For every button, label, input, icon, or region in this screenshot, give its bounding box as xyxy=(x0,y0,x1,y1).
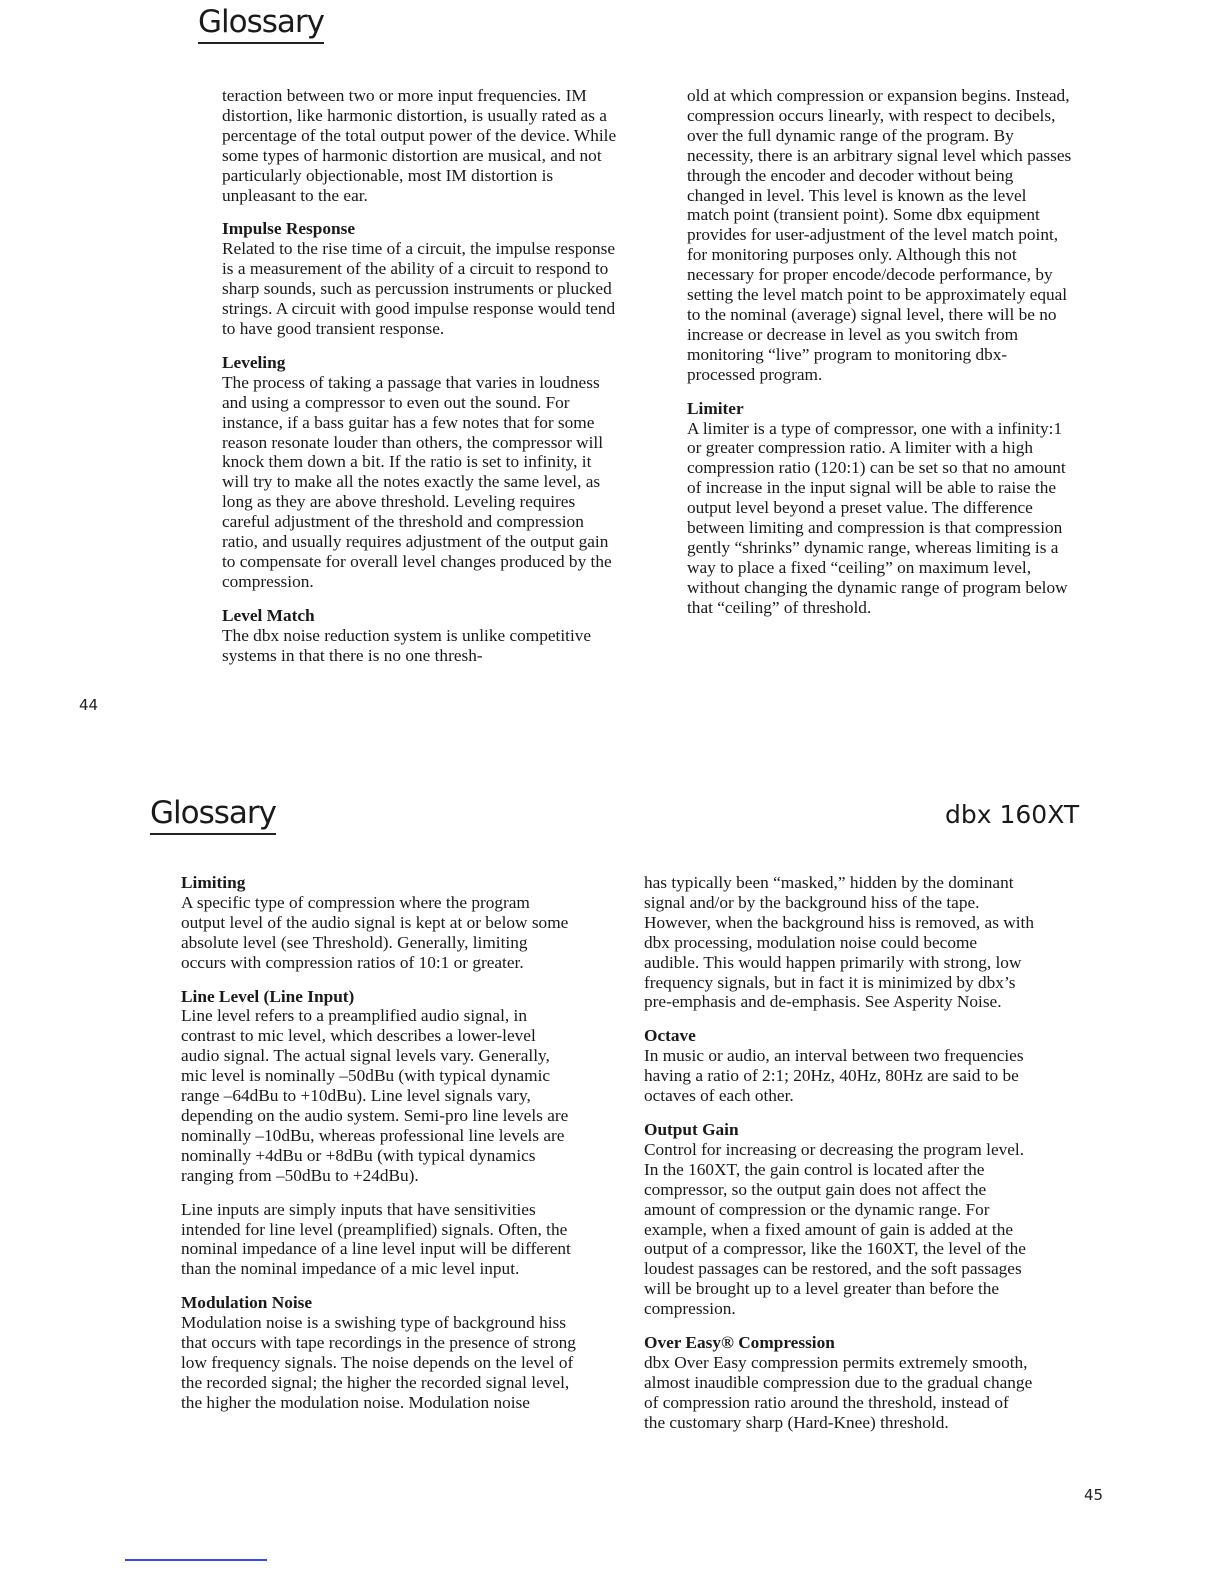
entry-definition: In music or audio, an interval between two frequencies having a ratio of 2:1; 20Hz, 40Hz, 80Hz are said to be octaves of each other. xyxy=(644,1046,1024,1106)
continued-paragraph: old at which compression or expansion begins. Instead, compression occurs linearly, with respect to decibels, over the full dynamic range of the program. By necessity, there is an arbitrary signal level which passes through the encoder and decoder without being changed in level. This level is known as the level match point (transient point). Some dbx equipment provides for user-adjustment of the level match point, for monitoring purposes only. Although this not necessary for proper encode/decode performance, by setting the level match point to be approximately equal to the nominal (average) signal level, there will be no increase or decrease in level as you switch from monitoring “live” program to monitoring dbx-processed program. xyxy=(687,86,1072,384)
entry-term: Impulse Response xyxy=(222,219,355,239)
entry-definition: The dbx noise reduction system is unlike competitive systems in that there is no one thresh- xyxy=(222,625,592,665)
page-44-right-column xyxy=(687,86,1072,632)
glossary-entry xyxy=(222,353,617,592)
page-number-44: 44 xyxy=(79,696,99,714)
entry-term: Limiting xyxy=(181,873,246,892)
glossary-entry xyxy=(222,606,617,666)
entry-definition: Control for increasing or decreasing the program level. In the 160XT, the gain control is located after the compressor, so the output gain does not affect the amount of compression or the dynamic range. For example, when a fixed amount of gain is added at the output of a compressor, like the 160XT, the level of the loudest passages can be restored, and the soft passages will be brought up to a level greater than before the compression. xyxy=(644,1139,1026,1319)
glossary-entry xyxy=(644,1333,1034,1433)
entry-definition: A specific type of compression where the program output level of the audio signal is kept at or below some absolute level (see Threshold). Generally, limiting occurs with compression ratios of 10:1 or greater. xyxy=(181,892,569,972)
entry-definition: Line level refers to a preamplified audio signal, in contrast to mic level, which describes a lower-level audio signal. The actual signal levels vary. Generally, mic level is nominally –50dBu (with typical dynamic range –64dBu to +10dBu). Line level signals vary, depending on the audio system. Semi-pro line levels are nominally –10dBu, whereas professional line levels are nominally +4dBu or +8dBu (with typical dynamics ranging from –50dBu to +24dBu). xyxy=(181,1006,569,1185)
entry-term: Modulation Noise xyxy=(181,1293,313,1313)
entry-term: Leveling xyxy=(222,352,286,372)
entry-term: Over Easy® Compression xyxy=(644,1333,835,1353)
glossary-entry xyxy=(181,873,576,973)
entry-definition: The process of taking a passage that varies in loudness and using a compressor to even out the sound. For instance, if a bass guitar has a few notes that for some reason resonate louder than others, the compressor will knock them down a bit. If the ratio is set to infinity, it will try to make all the notes exactly the same level, as long as they are above threshold. Leveling requires careful adjustment of the threshold and compression ratio, and usually requires adjustment of the output gain to compensate for overall level changes produced by the compression. xyxy=(222,372,612,591)
page-45-left-column xyxy=(181,873,576,1427)
entry-definition: dbx Over Easy compression permits extremely smooth, almost inaudible compression due to the gradual change of compression ratio around the threshold, instead of the customary sharp (Hard-Knee) threshold. xyxy=(644,1352,1033,1432)
page-44-left-column xyxy=(222,86,617,679)
glossary-entry xyxy=(687,399,1072,618)
model-name: dbx 160XT xyxy=(945,800,1080,829)
entry-term: Output Gain xyxy=(644,1119,739,1139)
glossary-entry xyxy=(181,987,576,1186)
entry-definition: Related to the rise time of a circuit, the impulse response is a measurement of the ability of a circuit to respond to sharp sounds, such as percussion instruments or plucked strings. A circuit with good impulse response would tend to have good transient response. xyxy=(222,239,616,338)
page-44-heading: Glossary xyxy=(198,4,324,44)
entry-term: Limiter xyxy=(687,398,744,418)
glossary-entry xyxy=(644,1120,1034,1319)
continued-paragraph: has typically been “masked,” hidden by the dominant signal and/or by the background hiss of the tape. However, when the background hiss is removed, as with dbx processing, modulation noise could become audible. This would happen primarily with strong, low frequency signals, but in fact it is minimized by dbx’s pre-emphasis and de-emphasis. See Asperity Noise. xyxy=(644,873,1034,1012)
footer-rule xyxy=(125,1559,267,1561)
page-45-heading: Glossary xyxy=(150,795,276,835)
page-45-right-column xyxy=(644,873,1034,1447)
glossary-entry xyxy=(181,1293,576,1412)
entry-definition: A limiter is a type of compressor, one with a infinity:1 or greater compression ratio. A limiter with a high compression ratio (120:1) can be set so that no amount of increase in the input signal will be able to raise the output level beyond a preset value. The difference between limiting and compression is that compression gently “shrinks” dynamic range, whereas limiting is a way to place a fixed “ceiling” on maximum level, without changing the dynamic range of program below that “ceiling” of threshold. xyxy=(687,418,1068,617)
entry-term: Level Match xyxy=(222,605,315,625)
glossary-entry xyxy=(222,219,617,338)
entry-continued-paragraph: Line inputs are simply inputs that have sensitivities intended for line level (preamplified) signals. Often, the nominal impedance of a line level input will be different than the nominal impedance of a mic level input. xyxy=(181,1199,571,1279)
entry-term: Line Level (Line Input) xyxy=(181,986,355,1006)
entry-term: Octave xyxy=(644,1026,696,1046)
entry-definition: Modulation noise is a swishing type of background hiss that occurs with tape recordings in the presence of strong low frequency signals. The noise depends on the level of the recorded signal; the higher the recorded signal level, the higher the modulation noise. Modulation noise xyxy=(181,1313,576,1412)
glossary-entry xyxy=(644,1026,1034,1106)
page-number-45: 45 xyxy=(1084,1486,1104,1504)
continued-paragraph: teraction between two or more input frequencies. IM distortion, like harmonic distortion, is usually rated as a percentage of the total output power of the device. While some types of harmonic distortion are musical, and not particularly objectionable, most IM distortion is unpleasant to the ear. xyxy=(222,86,617,205)
